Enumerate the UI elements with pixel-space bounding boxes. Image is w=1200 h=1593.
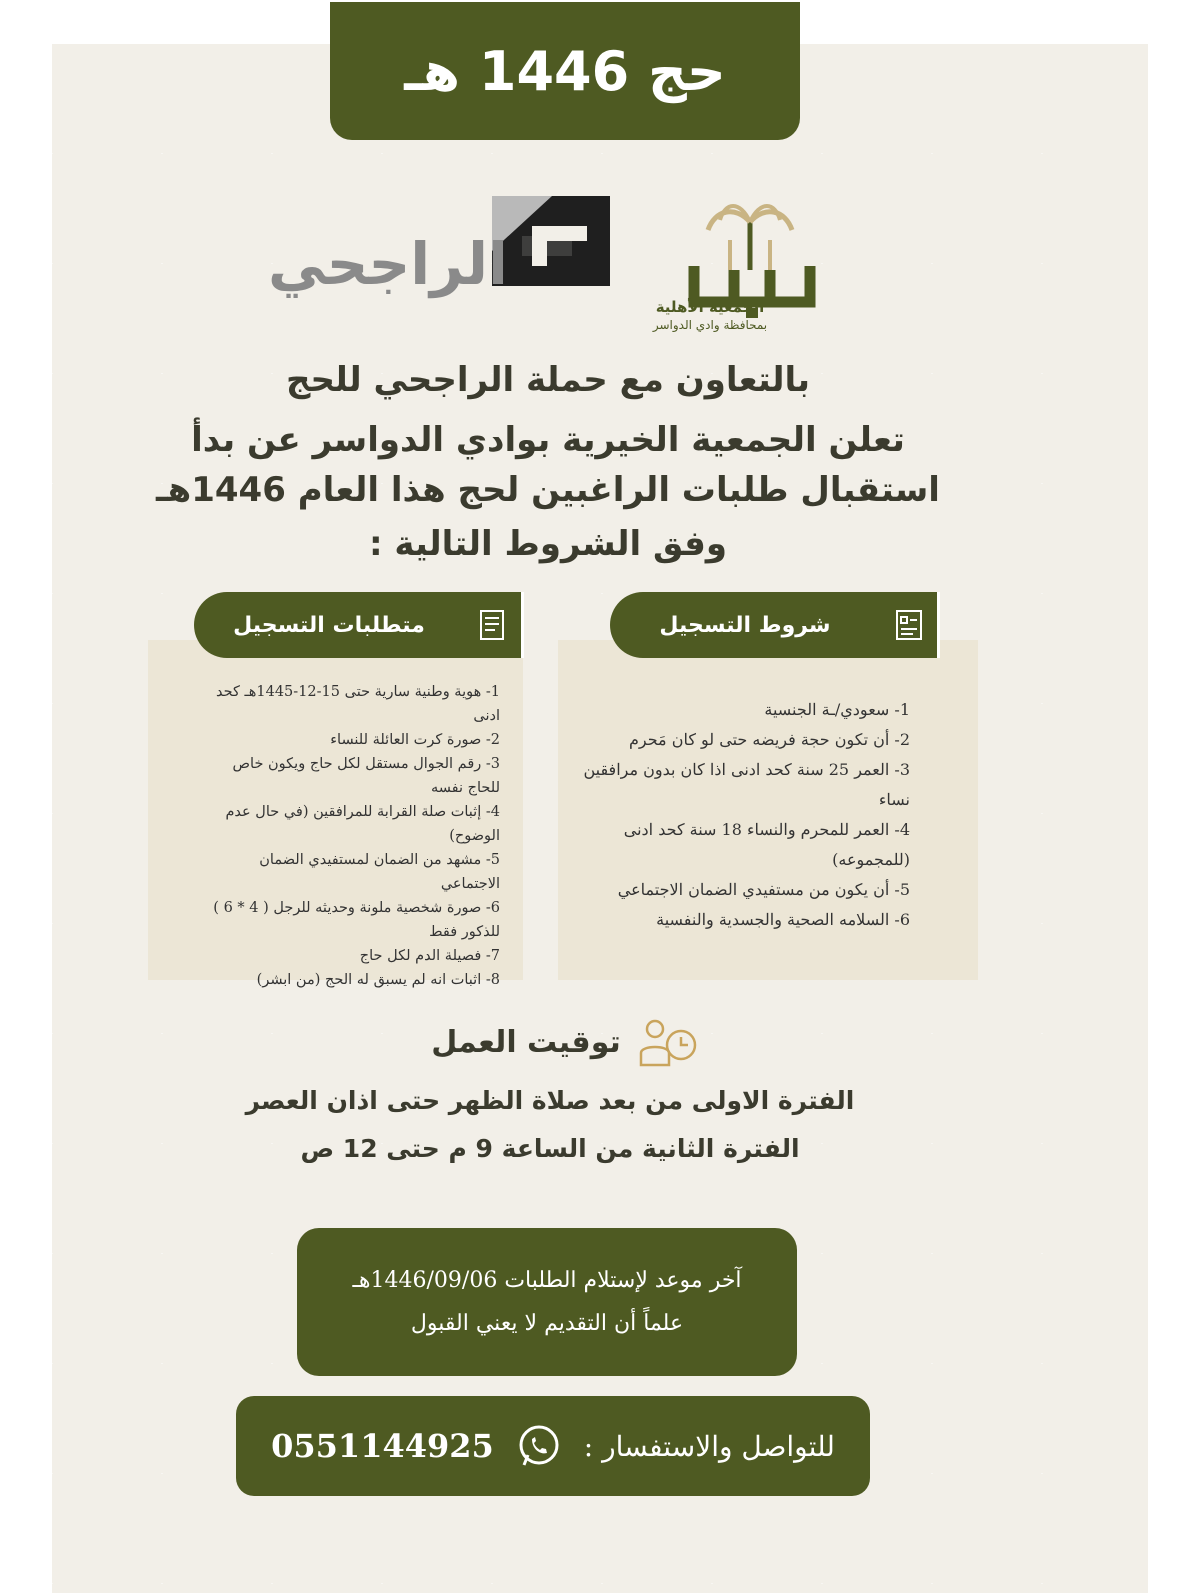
list-item: 8- اثبات انه لم يسبق له الحج (من ابشر) (256, 972, 500, 988)
intro-line-3: استقبال طلبات الراغبين لحج هذا العام 1446هـ (156, 470, 940, 510)
contact-label: للتواصل والاستفسار : (583, 1429, 835, 1463)
shift-first: الفترة الاولى من بعد صلاة الظهر حتى اذان العصر (245, 1086, 855, 1115)
deadline-date: آخر موعد لإستلام الطلبات 1446/09/06هـ (352, 1268, 742, 1293)
list-item: 1- هوية وطنية سارية حتى 15-12-1445هـ كحد ادنى (215, 684, 500, 724)
list-item: 6- السلامه الصحية والجسدية والنفسية (656, 910, 910, 929)
intro-line-4: وفق الشروط التالية : (368, 524, 728, 564)
list-item: 4- العمر للمحرم والنساء 18 سنة كحد ادنى (للمجموعه) (623, 820, 910, 869)
list-item: 3- العمر 25 سنة كحد ادنى اذا كان بدون مرافقين نساء (583, 760, 910, 809)
work-hours-title: توقيت العمل (431, 1024, 621, 1060)
list-item: 5- أن يكون من مستفيدي الضمان الاجتماعي (617, 880, 910, 899)
conditions-title: شروط التسجيل (659, 612, 831, 638)
rajhi-logo-text: الراجحي (268, 230, 508, 298)
conditions-list (580, 695, 910, 935)
list-item: 4- إثبات صلة القرابة للمرافقين (في حال عدم الوضوح) (225, 804, 500, 844)
barr-logo-name: الجمعية الأهلية (655, 298, 765, 316)
list-item: 1- سعودي/ـة الجنسية (764, 700, 910, 719)
requirements-header (194, 592, 524, 658)
conditions-header (610, 592, 940, 658)
requirements-title: متطلبات التسجيل (233, 612, 425, 638)
work-hours-heading (400, 1012, 730, 1072)
rajhi-emblem-icon (492, 196, 610, 286)
form-icon (880, 592, 940, 658)
intro-line-2: تعلن الجمعية الخيرية بوادي الدواسر عن بدأ (191, 420, 905, 460)
intro-line-1: بالتعاون مع حملة الراجحي للحج (286, 360, 810, 400)
phone-number[interactable]: 0551144925 (271, 1427, 494, 1465)
requirements-list (200, 680, 500, 992)
page-title: حج 1446 هـ (404, 39, 726, 103)
list-item: 5- مشهد من الضمان لمستفيدي الضمان الاجتماعي (259, 852, 500, 892)
whatsapp-icon[interactable] (516, 1423, 562, 1469)
deadline-box (297, 1228, 797, 1376)
list-item: 7- فصيلة الدم لكل حاج (359, 948, 500, 964)
shift-second: الفترة الثانية من الساعة 9 م حتى 12 ص (300, 1134, 800, 1163)
contact-box (236, 1396, 870, 1496)
title-banner (330, 2, 800, 140)
list-item: 2- صورة كرت العائلة للنساء (330, 732, 500, 748)
document-list-icon (464, 592, 524, 658)
barr-logo-subtitle: بمحافظة وادي الدواسر (652, 318, 768, 332)
list-item: 6- صورة شخصية ملونة وحديثه للرجل ( 4 * 6 ) للذكور فقط (213, 900, 500, 940)
list-item: 2- أن تكون حجة فريضه حتى لو كان مَحرم (628, 730, 910, 749)
clock-person-icon (635, 1015, 699, 1069)
deadline-note: علماً أن التقديم لا يعني القبول (410, 1311, 684, 1336)
palm-logo-icon (700, 200, 800, 270)
list-item: 3- رقم الجوال مستقل لكل حاج ويكون خاص للحاج نفسه (232, 756, 500, 796)
